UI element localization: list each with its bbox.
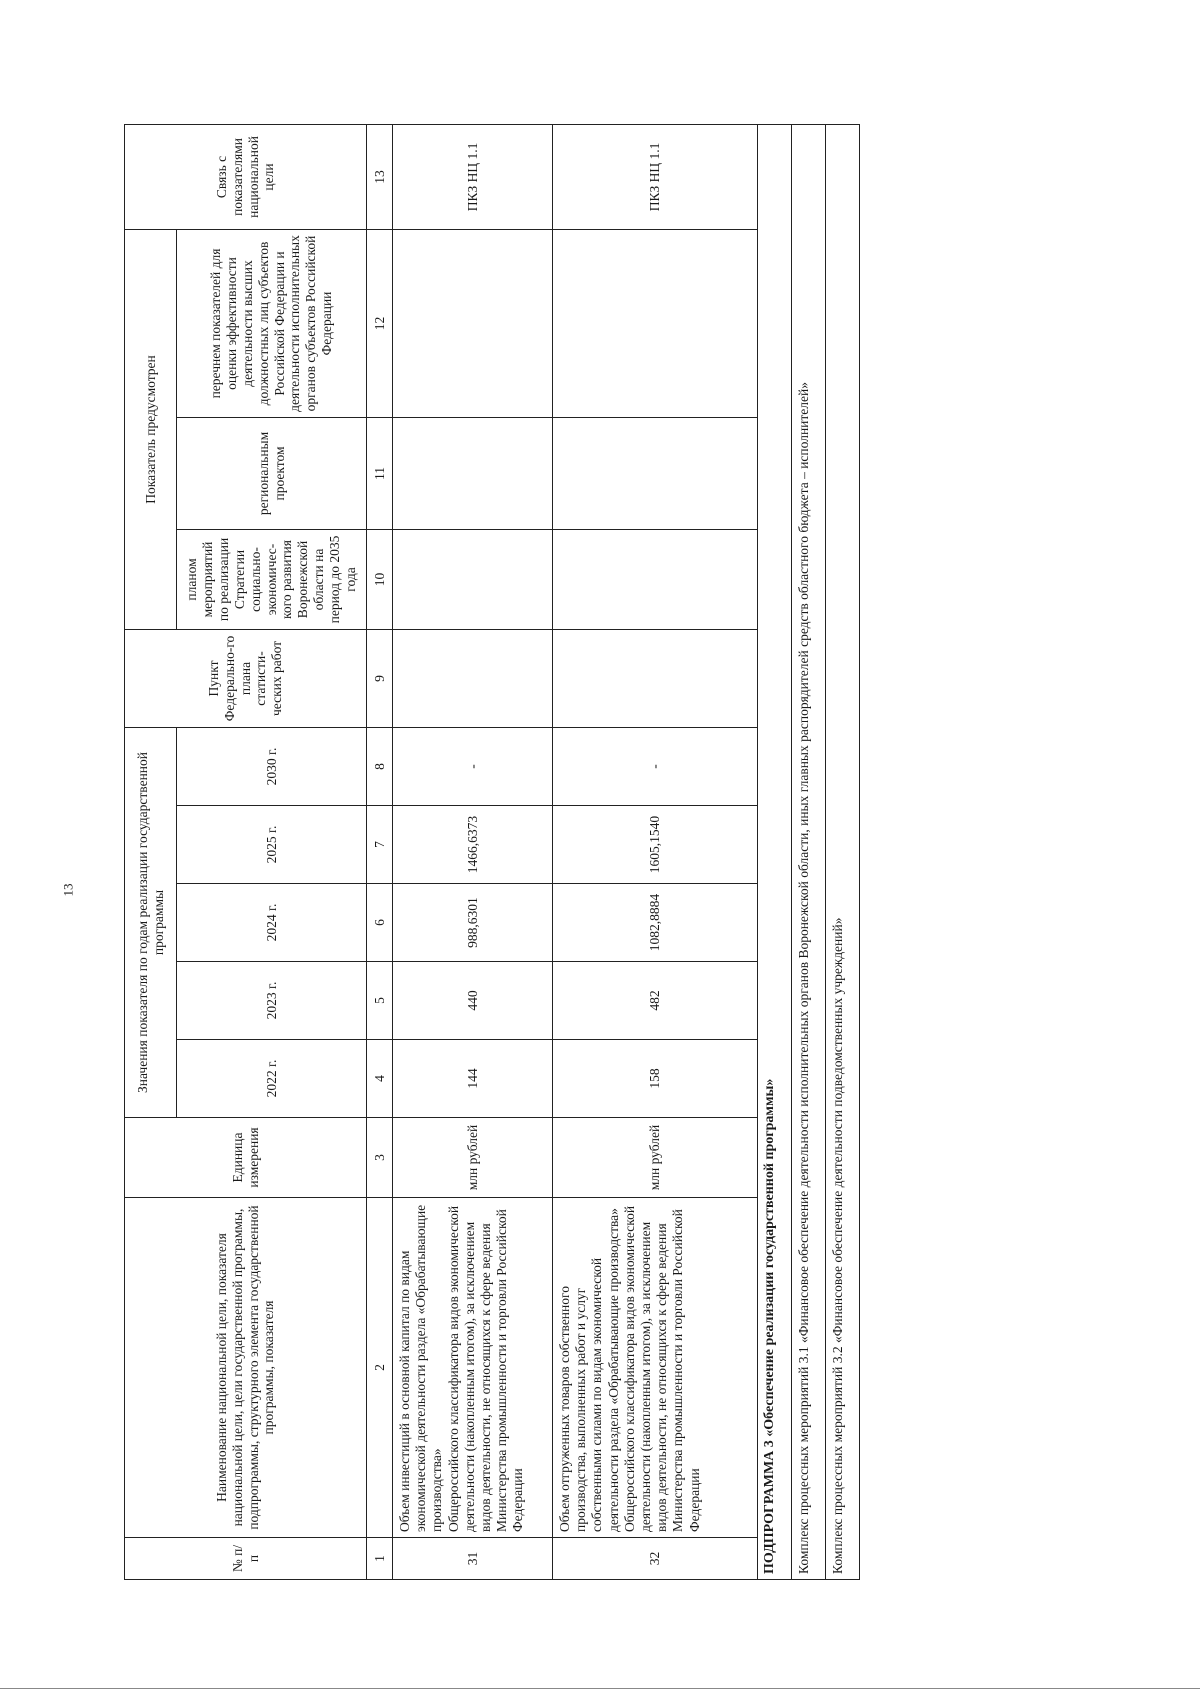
header-link: Связь с показателями национальной цели xyxy=(125,124,367,229)
col-number: 8 xyxy=(367,727,393,805)
row-value-2025: 1605,1540 xyxy=(553,806,758,884)
header-evaluation: перечнем показателей для оценки эффективности деятельности высших должностных лиц субъектов Российской Федерации и деятельности исполнительных органов субъектов Российской Федерации xyxy=(177,229,367,417)
indicators-table xyxy=(124,124,860,1580)
row-unit: млн рублей xyxy=(393,1118,553,1198)
row-num: 31 xyxy=(393,1538,553,1580)
row-unit: млн рублей xyxy=(553,1118,758,1198)
col-number: 7 xyxy=(367,806,393,884)
row-link: ПКЗ НЦ 1.1 xyxy=(553,124,758,229)
header-year: 2022 г. xyxy=(177,1040,367,1118)
row-name-line: Объем отгруженных товаров собственного производства, выполненных работ и услуг собственными силами по видам экономической деятельности раздела «Обрабатывающие производства» xyxy=(557,1208,621,1532)
page-bottom-rule xyxy=(0,1688,1200,1689)
row-evaluation xyxy=(553,229,758,417)
header-year: 2030 г. xyxy=(177,727,367,805)
row-name xyxy=(553,1198,758,1538)
header-num: № п/п xyxy=(125,1538,367,1580)
header-values-group: Значения показателя по годам реализации государственной программы xyxy=(125,727,177,1117)
header-year: 2023 г. xyxy=(177,962,367,1040)
col-number: 2 xyxy=(367,1198,393,1538)
row-value-2030: - xyxy=(393,727,553,805)
row-value-2024: 988,6301 xyxy=(393,884,553,962)
row-name-line: Общероссийского классификатора видов экономической деятельности (накопленным итогом), за исключением видов деятельности, не относящихся к сфере ведения xyxy=(621,1205,670,1532)
col-number: 6 xyxy=(367,884,393,962)
table-row xyxy=(393,124,553,1579)
header-federal-plan: Пункт Федерально-го плана статисти-ческих работ xyxy=(125,629,367,727)
subprogram-title: ПОДПРОГРАММА 3 «Обеспечение реализации государственной программы» xyxy=(758,124,792,1579)
rotated-table-sheet xyxy=(124,125,919,1580)
col-number: 9 xyxy=(367,629,393,727)
row-federal-plan xyxy=(553,629,758,727)
col-number: 12 xyxy=(367,229,393,417)
row-federal-plan xyxy=(393,629,553,727)
table-row xyxy=(553,124,758,1579)
complex-3-1: Комплекс процессных мероприятий 3.1 «Финансовое обеспечение деятельности исполнительных органов Воронежской области, иных главных распорядителей средств областного бюджета – исполнителей» xyxy=(792,124,826,1579)
row-name-line: Министерства промышленности и торговли Российской Федерации xyxy=(494,1209,526,1532)
header-regional: региональным проектом xyxy=(177,417,367,529)
row-value-2025: 1466,6373 xyxy=(393,806,553,884)
row-regional xyxy=(553,417,758,529)
page-number: 13 xyxy=(60,883,76,897)
header-provided-group: Показатель предусмотрен xyxy=(125,229,177,629)
row-num: 32 xyxy=(553,1538,758,1580)
col-number: 13 xyxy=(367,124,393,229)
row-name-line: Объем инвестиций в основной капитал по видам экономической деятельности раздела «Обрабатывающие производства» xyxy=(397,1204,445,1532)
row-value-2022: 158 xyxy=(553,1040,758,1118)
header-year: 2025 г. xyxy=(177,806,367,884)
row-link: ПКЗ НЦ 1.1 xyxy=(393,124,553,229)
col-number: 5 xyxy=(367,962,393,1040)
col-number: 10 xyxy=(367,529,393,629)
row-value-2022: 144 xyxy=(393,1040,553,1118)
row-name xyxy=(393,1198,553,1538)
col-number: 11 xyxy=(367,417,393,529)
header-strategy: планом мероприятий по реализации Стратегии социально-экономичес-кого развития Воронежской области на период до 2035 года xyxy=(177,529,367,629)
row-value-2024: 1082,8884 xyxy=(553,884,758,962)
header-year: 2024 г. xyxy=(177,884,367,962)
row-regional xyxy=(393,417,553,529)
header-name: Наименование национальной цели, показателя национальной цели, цели государственной программы, подпрограммы, структурного элемента государственной программы, показателя xyxy=(125,1198,367,1538)
row-strategy xyxy=(393,529,553,629)
col-number: 3 xyxy=(367,1118,393,1198)
complex-3-2: Комплекс процессных мероприятий 3.2 «Финансовое обеспечение деятельности подведомственных учреждений» xyxy=(826,124,860,1579)
row-value-2030: - xyxy=(553,727,758,805)
header-unit: Единица измерения xyxy=(125,1118,367,1198)
col-number: 1 xyxy=(367,1538,393,1580)
row-name-line: Министерства промышленности и торговли Российской Федерации xyxy=(670,1209,702,1532)
row-evaluation xyxy=(393,229,553,417)
col-number: 4 xyxy=(367,1040,393,1118)
row-name-line: Общероссийского классификатора видов экономической деятельности (накопленным итогом), за исключением видов деятельности, не относящихся к сфере ведения xyxy=(445,1205,493,1532)
row-strategy xyxy=(553,529,758,629)
row-value-2023: 440 xyxy=(393,962,553,1040)
row-value-2023: 482 xyxy=(553,962,758,1040)
